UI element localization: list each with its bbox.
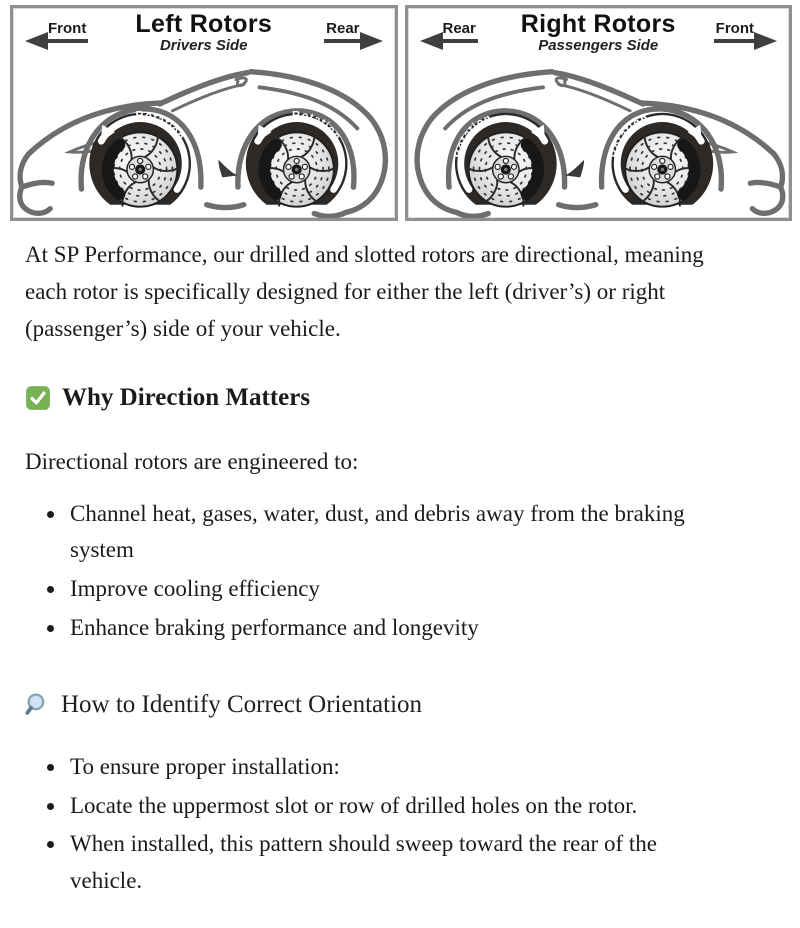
left-panel-header — [13, 8, 395, 58]
arrow-right-icon — [360, 32, 383, 50]
bullet-item: • Locate the uppermost slot or row of drilled holes on the rotor. — [67, 788, 705, 825]
rear-label: Rear — [441, 21, 478, 43]
panel-title-text: Right Rotors — [520, 10, 676, 38]
section-heading-text: Why Direction Matters — [62, 383, 311, 411]
rotation-label: Rotation — [608, 112, 650, 160]
front-label: Front — [46, 21, 88, 43]
check-mark-icon — [25, 385, 51, 411]
bullet-item: • Channel heat, gases, water, dust, and debris away from the braking system — [67, 496, 705, 570]
bullet-item: • Improve cooling efficiency — [67, 571, 705, 608]
identify-orientation-heading — [25, 685, 705, 725]
benefits-list — [25, 496, 705, 647]
rotor-direction-diagram — [0, 0, 800, 221]
right-rotors-panel — [405, 5, 793, 221]
intro-paragraph: At SP Performance, our drilled and slotted rotors are directional, meaning each rotor is specifically designed for either the left (driver’s) or right (passenger’s) side of your vehicle. — [25, 242, 704, 342]
right-car-illustration — [408, 58, 790, 218]
bullet-item: • When installed, this pattern should sweep toward the rear of the vehicle. — [67, 826, 705, 900]
section-heading-text: How to Identify Correct Orientation — [61, 690, 423, 718]
front-label: Front — [714, 21, 756, 43]
installation-list — [25, 749, 705, 900]
article-body — [0, 237, 745, 928]
left-rotors-panel — [10, 5, 398, 221]
arrow-right-icon — [754, 32, 777, 50]
why-direction-matters-heading — [25, 378, 705, 418]
rear-label: Rear — [324, 21, 361, 43]
left-car-illustration — [13, 58, 395, 218]
rotation-label: Rotation — [451, 112, 494, 160]
rotation-label: Rotation — [135, 109, 187, 143]
bullet-item: • Enhance braking performance and longevity — [67, 610, 705, 647]
front-arrow — [714, 21, 777, 43]
lead-paragraph: Directional rotors are engineered to: — [25, 448, 359, 474]
bullet-item: • To ensure proper installation: — [67, 749, 705, 786]
magnifying-glass-icon — [25, 692, 50, 717]
panel-subtitle-text: Passengers Side — [538, 37, 659, 55]
right-panel-header — [408, 8, 790, 58]
rotation-label: Rotation — [291, 109, 344, 143]
panel-title-text: Left Rotors — [135, 10, 273, 38]
panel-subtitle-text: Drivers Side — [159, 37, 248, 55]
rear-arrow — [324, 21, 382, 43]
